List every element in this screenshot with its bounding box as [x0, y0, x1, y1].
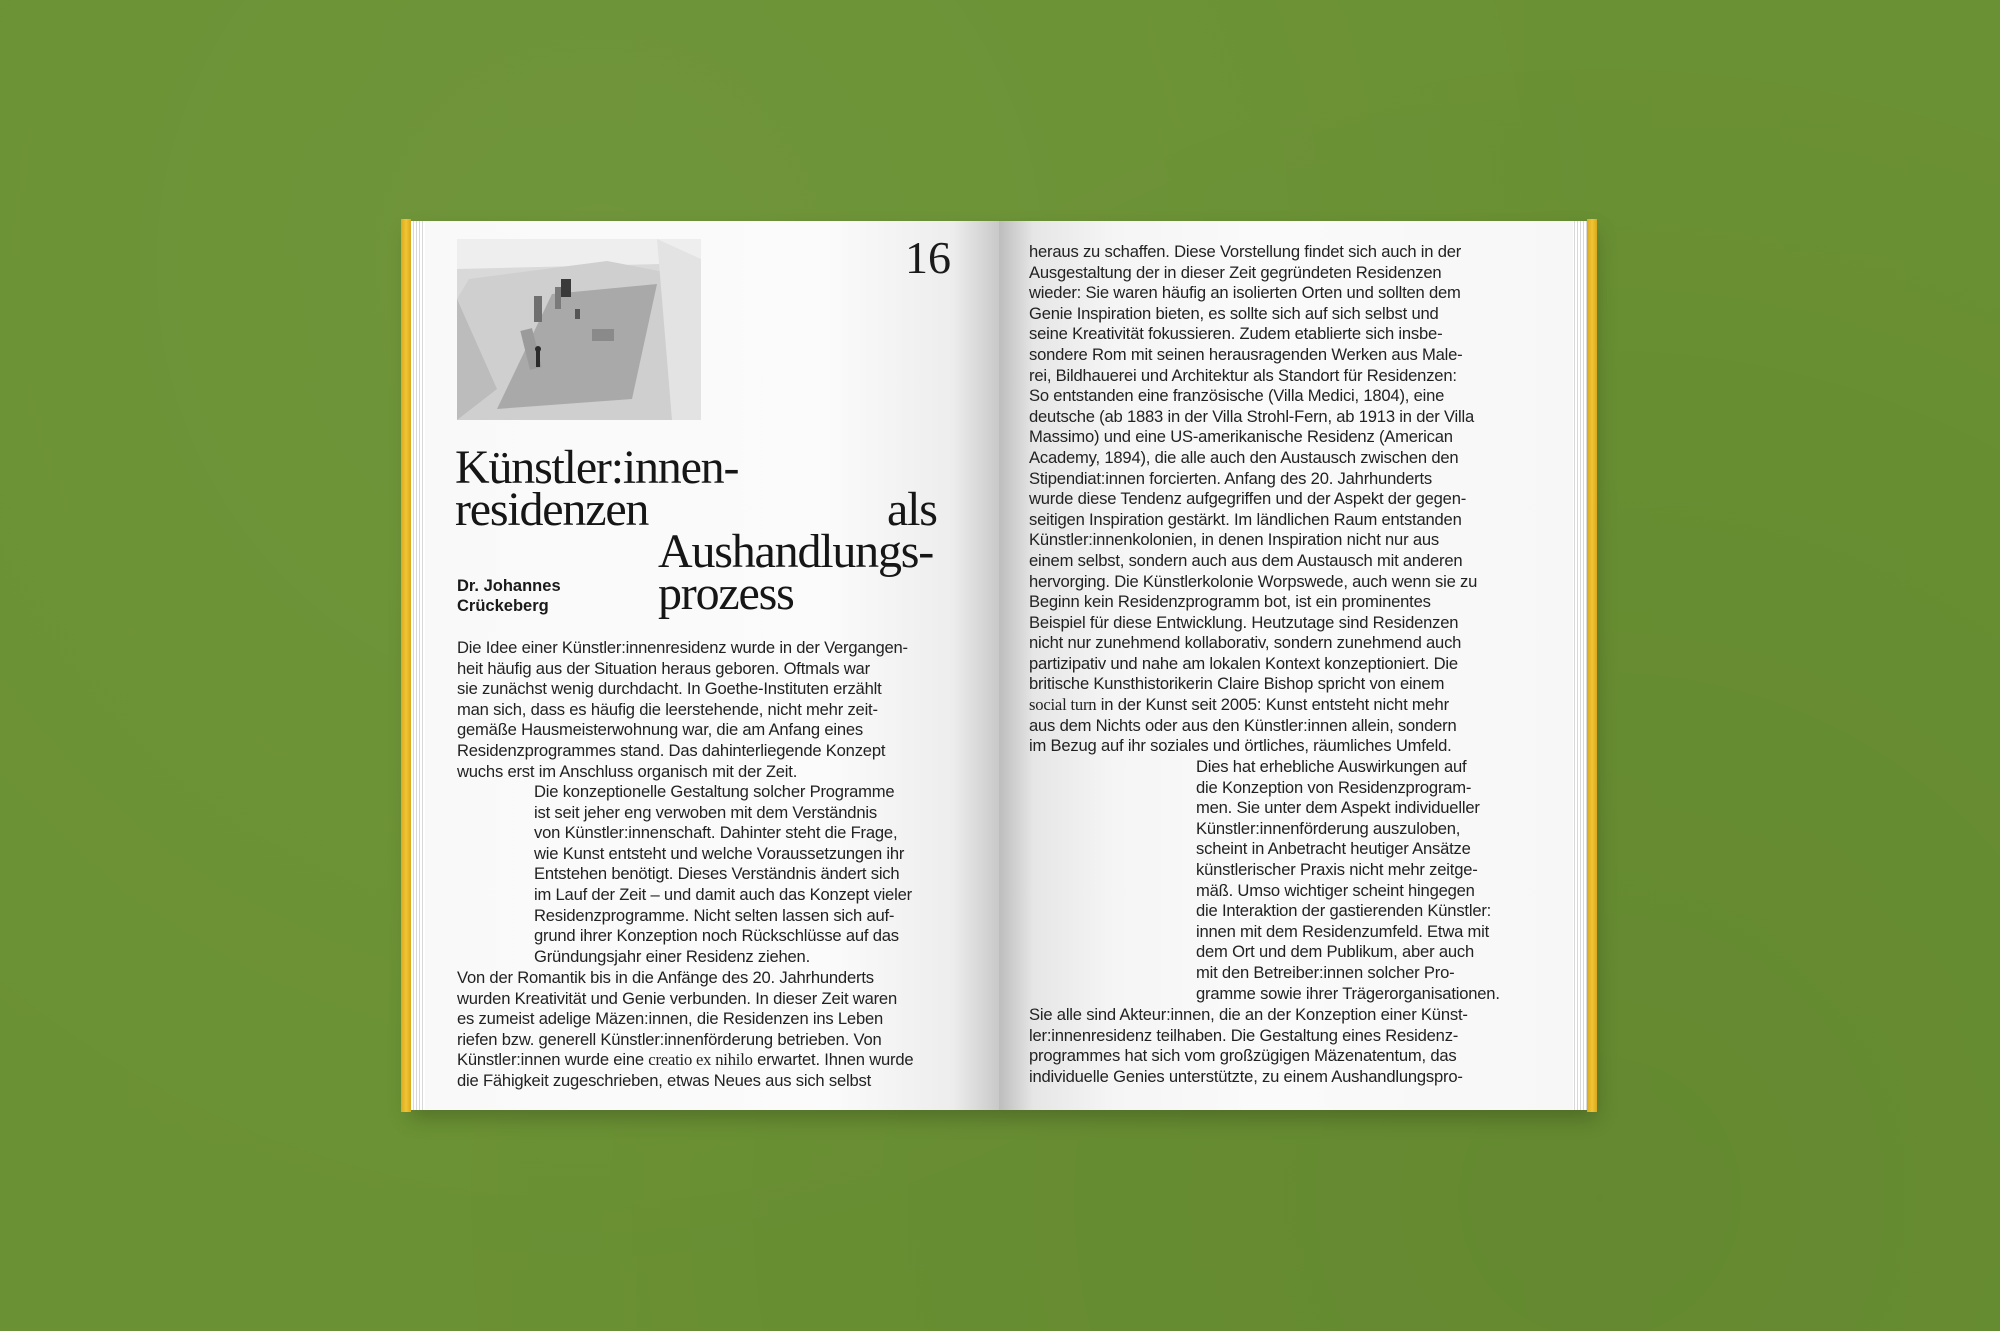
text-line: Beispiel für diese Entwicklung. Heutzutage sind Residenzen — [1029, 612, 1459, 632]
text-line: wuchs erst im Anschluss organisch mit der Zeit. — [457, 761, 798, 781]
open-book — [401, 219, 1597, 1112]
text-line: man sich, dass es häufig die leerstehende, nicht mehr zeit- — [457, 699, 878, 719]
text-fragment: Künstler:innen wurde eine — [457, 1050, 649, 1070]
text-line: Dies hat erhebliche Auswirkungen auf — [1196, 757, 1467, 776]
text-line: Die Idee einer Künstler:innenresidenz wurde in der Vergangen- — [457, 638, 908, 657]
text-line: heraus zu schaffen. Diese Vorstellung findet sich auch in der — [1029, 242, 1462, 261]
text-line: einem selbst, sondern auch aus dem Austausch mit anderen — [1029, 550, 1463, 570]
cover-edge-left — [401, 219, 411, 1112]
text-line: wurde diese Tendenz aufgegriffen und der Aspekt der gegen- — [1029, 489, 1467, 509]
cover-edge-right — [1587, 219, 1597, 1112]
gallery-photo — [457, 239, 701, 420]
text-line: im Bezug auf ihr soziales und örtliches, räumliches Umfeld. — [1029, 736, 1452, 756]
text-line: Gründungsjahr einer Residenz ziehen. — [534, 946, 810, 966]
italic-term: creatio ex nihilo — [648, 1050, 753, 1070]
text-line: riefen bzw. generell Künstler:innenförderung betrieben. Von — [457, 1029, 882, 1049]
text-line: gemäße Hausmeisterwohnung war, die am Anfang eines — [457, 720, 864, 740]
text-line: programmes hat sich vom großzügigen Mäzenatentum, das — [1029, 1046, 1457, 1066]
text-line: mit den Betreiber:innen solcher Pro- — [1196, 962, 1455, 982]
text-line: gramme sowie ihrer Trägerorganisationen. — [1196, 983, 1500, 1003]
text-line: seitigen Inspiration gestärkt. Im ländlichen Raum entstanden — [1029, 509, 1462, 529]
text-line: dem Ort und dem Publikum, aber auch — [1196, 942, 1475, 962]
text-line: Künstler:innenkolonien, in denen Inspiration nicht nur aus — [1029, 530, 1439, 550]
text-line: von Künstler:innenschaft. Dahinter steht die Frage, — [534, 823, 898, 843]
text-line: hervorging. Die Künstlerkolonie Worpswede, auch wenn sie zu — [1029, 571, 1478, 591]
title-line-1: Künstler:innen- — [455, 441, 739, 494]
text-line: Von der Romantik bis in die Anfänge des 20. Jahrhunderts — [457, 968, 874, 987]
author-line-1: Dr. Johannes — [457, 577, 561, 595]
text-line: seine Kreativität fokussieren. Zudem etablierte sich insbe- — [1029, 324, 1443, 344]
text-line: Massimo) und eine US-amerikanische Residenz (American — [1029, 427, 1453, 447]
title-line-3: Aushandlungs- — [658, 525, 934, 578]
text-line: Residenzprogrammes stand. Das dahinterliegende Konzept — [457, 740, 886, 760]
text-line: ist seit jeher eng verwoben mit dem Verständnis — [534, 802, 877, 822]
text-line: Beginn kein Residenzprogramm bot, ist ein prominentes — [1029, 592, 1431, 612]
text-line: die Interaktion der gastierenden Künstler: — [1196, 901, 1492, 921]
text-line: So entstanden eine französische (Villa Medici, 1804), eine — [1029, 386, 1445, 406]
author-name — [457, 576, 561, 616]
text-line: individuelle Genies unterstützte, zu einem Aushandlungspro- — [1029, 1066, 1463, 1086]
text-line: innen mit dem Residenzumfeld. Etwa mit — [1196, 921, 1490, 941]
text-line: Künstler:innenförderung auszuloben, — [1196, 818, 1461, 838]
text-line: wieder: Sie waren häufig an isolierten Orten und sollten dem — [1029, 283, 1461, 303]
right-page — [999, 221, 1573, 1110]
text-line: die Fähigkeit zugeschrieben, etwas Neues aus sich selbst — [457, 1070, 872, 1090]
right-paragraph-2 — [1196, 757, 1500, 1004]
text-line: wurden Kreativität und Genie verbunden. In dieser Zeit waren — [457, 988, 897, 1008]
text-line-with-italic — [1029, 695, 1477, 716]
text-fragment: in der Kunst seit 2005: Kunst entsteht nicht mehr — [1096, 695, 1449, 715]
text-line: ler:innenresidenz teilhaben. Die Gestaltung eines Residenz- — [1029, 1025, 1459, 1045]
text-fragment: erwartet. Ihnen wurde — [752, 1050, 914, 1070]
italic-term: social turn — [1029, 695, 1097, 715]
text-line: sondere Rom mit seinen herausragenden Werken aus Male- — [1029, 344, 1463, 364]
text-line: men. Sie unter dem Aspekt individueller — [1196, 798, 1480, 818]
text-line: heit häufig aus der Situation heraus geboren. Oftmals war — [457, 658, 870, 678]
text-line: aus dem Nichts oder aus den Künstler:innen allein, sondern — [1029, 715, 1457, 735]
left-paragraph-2 — [534, 782, 912, 967]
text-line: Ausgestaltung der in dieser Zeit gegründeten Residenzen — [1029, 262, 1442, 282]
text-line: Die konzeptionelle Gestaltung solcher Programme — [534, 782, 895, 801]
title-line-4: prozess — [658, 567, 794, 620]
text-line: Stipendiat:innen forcierten. Anfang des 20. Jahrhunderts — [1029, 468, 1433, 488]
left-paragraph-1 — [457, 638, 908, 782]
text-line: deutsche (ab 1883 in der Villa Strohl-Fern, ab 1913 in der Villa — [1029, 406, 1475, 426]
text-line: Academy, 1894), die alle auch den Austausch zwischen den — [1029, 447, 1459, 467]
text-line-with-italic — [457, 1050, 913, 1071]
left-paragraph-3 — [457, 968, 913, 1092]
author-line-2: Crückeberg — [457, 597, 549, 615]
text-line: rei, Bildhauerei und Architektur als Standort für Residenzen: — [1029, 365, 1457, 385]
text-line: wie Kunst entsteht und welche Voraussetzungen ihr — [534, 843, 905, 863]
text-line: Genie Inspiration bieten, es sollte sich auf sich selbst und — [1029, 303, 1439, 323]
right-paragraph-3 — [1029, 1005, 1468, 1087]
text-line: scheint in Anbetracht heutiger Ansätze — [1196, 839, 1471, 859]
text-line: britische Kunsthistorikerin Claire Bishop spricht von einem — [1029, 674, 1445, 694]
text-line: die Konzeption von Residenzprogram- — [1196, 777, 1472, 797]
text-line: Sie alle sind Akteur:innen, die an der Konzeption einer Künst- — [1029, 1005, 1468, 1024]
title-line-2a: residenzen — [455, 483, 649, 536]
text-line: mäß. Umso wichtiger scheint hingegen — [1196, 880, 1475, 900]
text-line: es zumeist adelige Mäzen:innen, die Residenzen ins Leben — [457, 1009, 884, 1029]
text-line: Entstehen benötigt. Dieses Verständnis ändert sich — [534, 864, 900, 884]
page-number: 16 — [905, 232, 951, 283]
right-paragraph-1 — [1029, 242, 1477, 757]
text-line: partizipativ und nahe am lokalen Kontext konzeptioniert. Die — [1029, 653, 1458, 673]
text-line: grund ihrer Konzeption noch Rückschlüsse auf das — [534, 926, 899, 946]
title-line-2b: als — [887, 483, 937, 536]
text-line: im Lauf der Zeit – und damit auch das Konzept vieler — [534, 884, 912, 904]
left-page — [425, 221, 999, 1110]
text-line: künstlerischer Praxis nicht mehr zeitge- — [1196, 859, 1478, 879]
text-line: Residenzprogramme. Nicht selten lassen sich auf- — [534, 905, 895, 925]
text-line: sie zunächst wenig durchdacht. In Goethe-Instituten erzählt — [457, 679, 882, 699]
text-line: nicht nur zunehmend kollaborativ, sondern zunehmend auch — [1029, 633, 1462, 653]
